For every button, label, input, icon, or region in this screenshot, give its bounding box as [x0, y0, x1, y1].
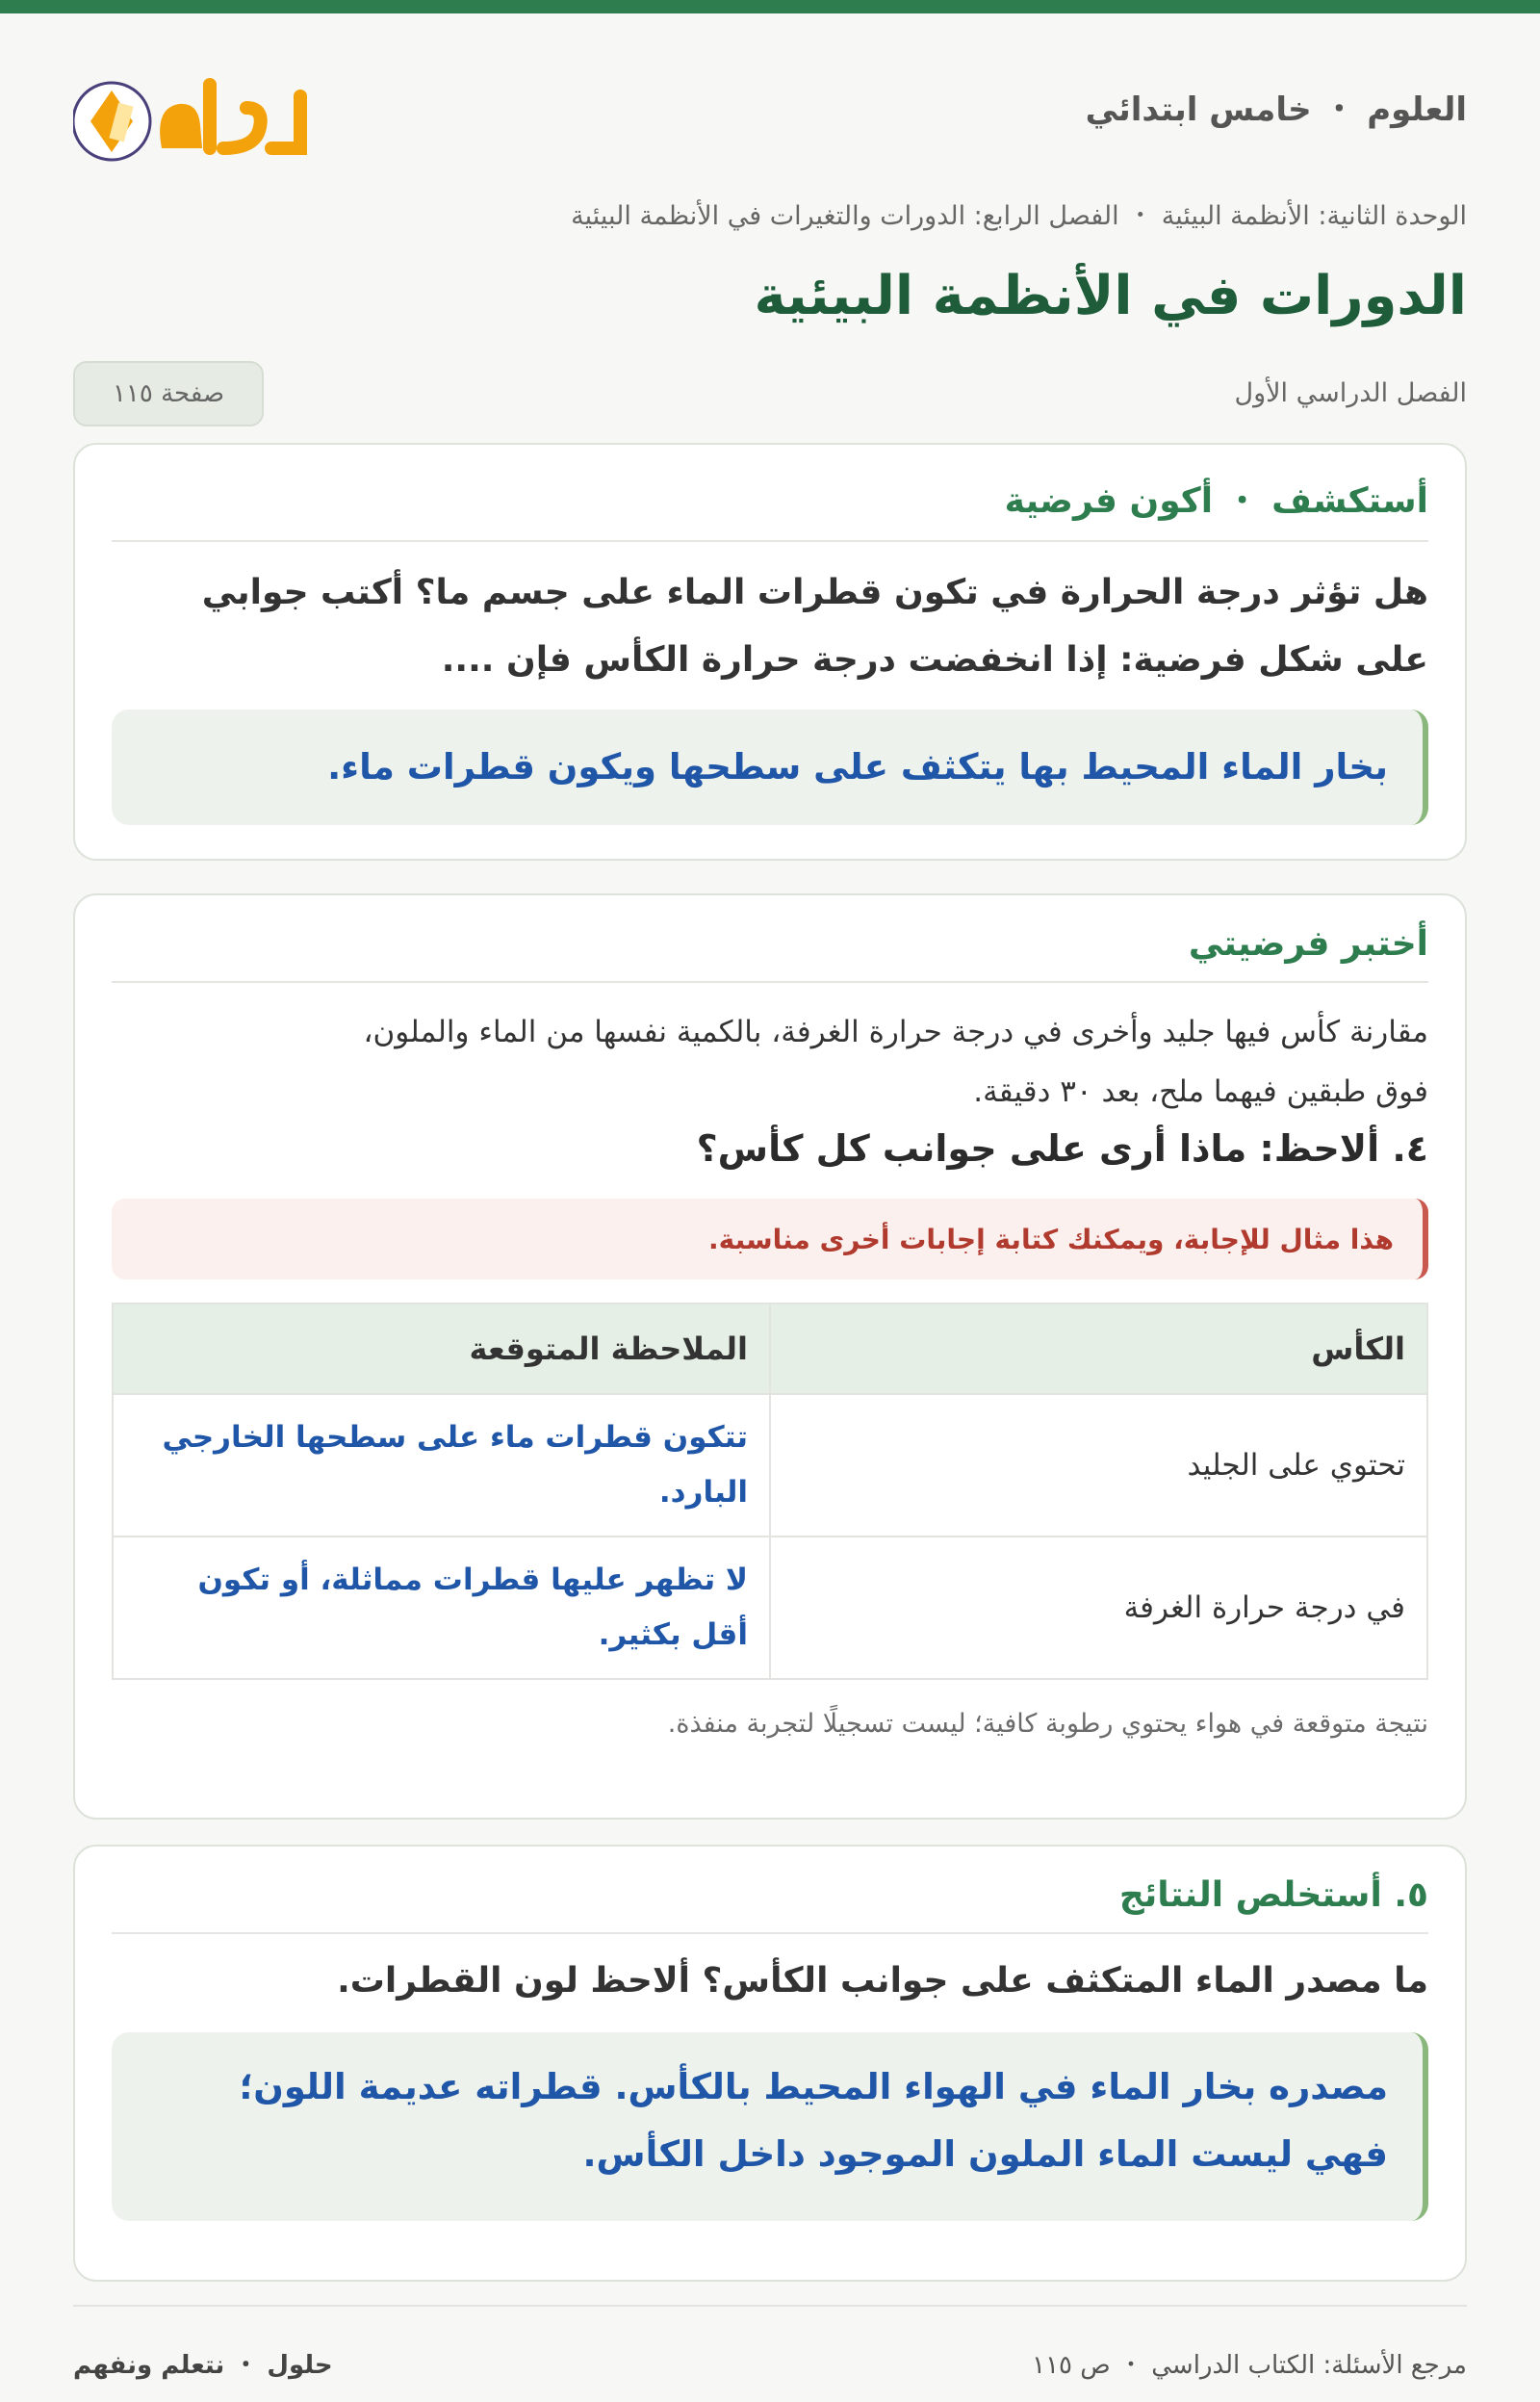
table-row — [113, 1537, 1427, 1679]
top-accent-bar — [0, 0, 1540, 13]
breadcrumb: الوحدة الثانية: الأنظمة البيئية ・ الفصل الرابع: الدورات والتغيرات في الأنظمة البيئية — [571, 201, 1467, 231]
explore-title: أستكشف ・ أكون فرضية — [112, 445, 1428, 542]
conclude-question: ما مصدر الماء المتكثف على جوانب الكأس؟ ألاحظ لون القطرات. — [337, 1961, 1428, 2001]
table-cell-cup: في درجة حرارة الغرفة — [770, 1537, 1427, 1679]
conclusion-answer-line: مصدره بخار الماء في الهواء المحيط بالكأس. قطراته عديمة اللون؛ — [239, 2066, 1388, 2108]
table-row — [113, 1394, 1427, 1537]
footer-brand: حلول ・ نتعلم ونفهم — [73, 2351, 333, 2380]
page-title: الدورات في الأنظمة البيئية — [754, 265, 1467, 327]
meta-row — [73, 361, 1467, 428]
hulool-logo[interactable] — [73, 52, 323, 168]
table-footnote: نتيجة متوقعة في هواء يحتوي رطوبة كافية؛ ليست تسجيلًا لتجربة منفذة. — [667, 1709, 1428, 1739]
description-line: مقارنة كأس فيها جليد وأخرى في درجة حرارة الغرفة، بالكمية نفسها من الماء والملون، — [363, 1015, 1428, 1049]
experiment-description — [112, 1002, 1428, 1122]
conclusion-answer — [112, 2032, 1428, 2221]
explore-question-line: على شكل فرضية: إذا انخفضت درجة حرارة الكأس فإن .... — [441, 640, 1428, 681]
observe-step-title: ٤. ألاحظ: ماذا أرى على جوانب كل كأس؟ — [696, 1127, 1428, 1170]
header — [73, 13, 1467, 168]
semester-label: الفصل الدراسي الأول — [1234, 377, 1467, 408]
table-header-row — [113, 1304, 1427, 1394]
example-answer-note: هذا مثال للإجابة، ويمكنك كتابة إجابات أخرى مناسبة. — [112, 1199, 1428, 1279]
page-number-badge: صفحة ١١٥ — [73, 361, 264, 426]
test-title: أختبر فرضيتي — [112, 895, 1428, 983]
hypothesis-answer: بخار الماء المحيط بها يتكثف على سطحها ويكون قطرات ماء. — [112, 710, 1428, 825]
table-header-cup: الكأس — [770, 1304, 1427, 1394]
table-cell-cup: تحتوي على الجليد — [770, 1394, 1427, 1537]
table-cell-observation: لا تظهر عليها قطرات مماثلة، أو تكون أقل بكثير. — [113, 1537, 770, 1679]
observation-table — [112, 1303, 1428, 1680]
footer-divider — [73, 2305, 1467, 2307]
subject-label: العلوم ・ خامس ابتدائي — [1085, 90, 1467, 129]
conclusion-answer-line: فهي ليست الماء الملون الموجود داخل الكأس. — [582, 2133, 1388, 2176]
explore-card — [73, 443, 1467, 861]
conclude-card — [73, 1845, 1467, 2282]
table-header-observation: الملاحظة المتوقعة — [113, 1304, 770, 1394]
test-card — [73, 893, 1467, 1820]
explore-question-line: هل تؤثر درجة الحرارة في تكون قطرات الماء على جسم ما؟ أكتب جوابي — [201, 573, 1428, 612]
explore-question — [112, 559, 1428, 694]
description-line: فوق طبقين فيهما ملح، بعد ٣٠ دقيقة. — [973, 1074, 1428, 1109]
conclude-title: ٥. أستخلص النتائج — [112, 1847, 1428, 1934]
footer-reference: مرجع الأسئلة: الكتاب الدراسي ・ ص ١١٥ — [1032, 2351, 1467, 2380]
table-cell-observation: تتكون قطرات ماء على سطحها الخارجي البارد. — [113, 1394, 770, 1537]
